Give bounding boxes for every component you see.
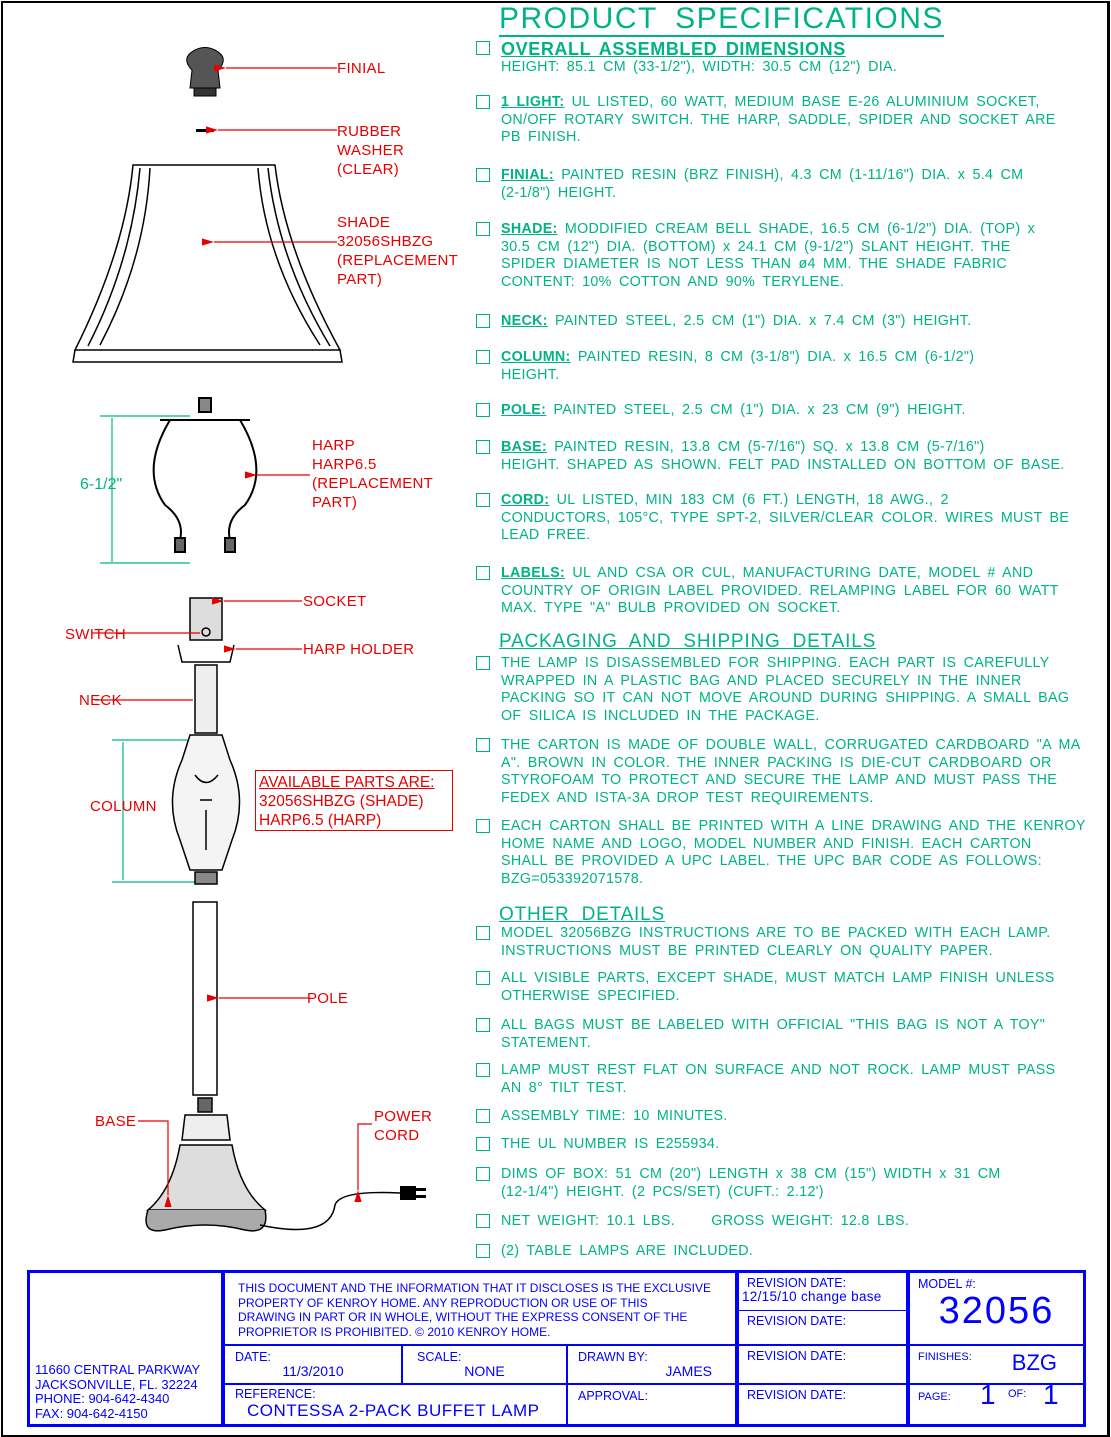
approval-label: APPROVAL: (578, 1389, 648, 1403)
drawn-by-value: JAMES (665, 1363, 712, 1379)
other-item (476, 1108, 1106, 1126)
packaging-item (476, 737, 1106, 807)
other-text: ALL VISIBLE PARTS, EXCEPT SHADE, MUST MATCH LAMP FINISH UNLESS OTHERWISE SPECIFIED. (501, 970, 1055, 1004)
title-block (27, 1270, 1086, 1427)
available-part: HARP6.5 (HARP) (259, 812, 382, 829)
model-cell (910, 1273, 1083, 1346)
address-line: JACKSONVILLE, FL. 32224 (35, 1376, 198, 1392)
other-item (476, 1136, 1106, 1154)
checkbox[interactable] (476, 350, 490, 364)
checkbox[interactable] (476, 493, 490, 507)
callout-base: BASE (95, 1113, 137, 1130)
spec-label: LABELS: (501, 565, 566, 581)
checkbox[interactable] (476, 222, 490, 236)
approval-cell (568, 1385, 738, 1424)
spec-label: FINIAL: (501, 167, 554, 183)
available-parts-box (255, 770, 453, 831)
spec-label: BASE: (501, 439, 547, 455)
revision-row (739, 1346, 906, 1385)
date-value: 11/3/2010 (282, 1363, 344, 1379)
spec-text: UL LISTED, 60 WATT, MEDIUM BASE E-26 ALUMINIUM SOCKET, ON/OFF ROTARY SWITCH. THE HARP, SADDLE, SPIDER AND SOCKET ARE PB FINISH. (501, 94, 1056, 146)
spec-item (476, 40, 1106, 77)
spec-item (476, 94, 1106, 147)
model-number: 32056 (938, 1290, 1055, 1332)
other-text: LAMP MUST REST FLAT ON SURFACE AND NOT ROCK. LAMP MUST PASS AN 8° TILT TEST. (501, 1062, 1056, 1096)
page-number: 1 (980, 1379, 996, 1410)
scale-cell (403, 1346, 568, 1385)
spec-text: PAINTED RESIN, 13.8 CM (5-7/16") SQ. x 13.8 CM (5-7/16") HEIGHT. SHAPED AS SHOWN. FELT PAD INSTALLED ON BOTTOM OF BASE. (501, 439, 1065, 473)
spec-text: PAINTED RESIN (BRZ FINISH), 4.3 CM (1-11/16") DIA. x 5.4 CM (2-1/8") HEIGHT. (501, 167, 1024, 201)
other-text: NET WEIGHT: 10.1 LBS. GROSS WEIGHT: 12.8 LBS. (501, 1213, 910, 1229)
checkbox[interactable] (476, 95, 490, 109)
other-text: ASSEMBLY TIME: 10 MINUTES. (501, 1108, 728, 1124)
callout-finial: FINIAL (337, 60, 386, 77)
available-parts-heading: AVAILABLE PARTS ARE: (259, 774, 435, 791)
of-label: OF: (1008, 1388, 1027, 1400)
spec-text: PAINTED STEEL, 2.5 CM (1") DIA. x 23 CM (9") HEIGHT. (546, 402, 966, 418)
spec-label: 1 LIGHT: (501, 94, 565, 110)
other-details-heading: OTHER DETAILS (499, 904, 665, 925)
checkbox[interactable] (476, 1167, 490, 1181)
finial-icon (187, 48, 224, 97)
available-part: 32056SHBZG (SHADE) (259, 793, 424, 810)
spec-text: UL AND CSA OR CUL, MANUFACTURING DATE, MODEL # AND COUNTRY OF ORIGIN LABEL PROVIDED. RELAMPING LABEL FOR 60 WATT MAX. TYPE "A" BULB PROVIDED ON SOCKET. (501, 565, 1059, 617)
checkbox[interactable] (476, 41, 490, 55)
packaging-item (476, 655, 1106, 725)
spec-text: MODDIFIED CREAM BELL SHADE, 16.5 CM (6-1/2") DIA. (TOP) x 30.5 CM (12") DIA. (BOTTOM) x 24.1 CM (9-1/2") SLANT HEIGHT. THE SPIDER DIAMETER IS NOT LESS THAN ø4 MM. THE SHADE FABRIC CONTENT: 10% COTTON AND 90% TERYLENE. (501, 221, 1036, 290)
checkbox[interactable] (476, 1137, 490, 1151)
revision-label: REVISION DATE: (747, 1349, 847, 1363)
date-label: DATE: (235, 1350, 271, 1364)
checkbox[interactable] (476, 566, 490, 580)
spec-item (476, 492, 1106, 545)
spec-label: SHADE: (501, 221, 558, 237)
page-cell (910, 1379, 1083, 1424)
reference-cell (225, 1385, 568, 1424)
spec-label: CORD: (501, 492, 550, 508)
other-item (476, 1062, 1106, 1097)
spec-label: POLE: (501, 402, 547, 418)
callout-power-cord: POWER CORD (374, 1108, 433, 1144)
other-item (476, 1166, 1106, 1201)
callout-shade: SHADE 32056SHBZG (REPLACEMENT PART) (337, 214, 459, 288)
model-label: MODEL #: (918, 1277, 976, 1291)
revision-label: REVISION DATE: (747, 1388, 847, 1402)
revision-column (735, 1273, 910, 1424)
address-line: 11660 CENTRAL PARKWAY (35, 1362, 201, 1377)
other-item (476, 1243, 1106, 1261)
revision-label: REVISION DATE: (747, 1314, 847, 1328)
spec-label: COLUMN: (501, 349, 571, 365)
finishes-label: FINISHES: (918, 1351, 972, 1363)
packaging-item (476, 818, 1106, 888)
reference-label: REFERENCE: (235, 1387, 316, 1401)
callout-harp: HARP HARP6.5 (REPLACEMENT PART) (312, 437, 434, 511)
revision-row (739, 1273, 906, 1311)
other-item (476, 970, 1106, 1005)
spec-item (476, 565, 1106, 618)
callout-socket: SOCKET (303, 593, 367, 610)
other-text: ALL BAGS MUST BE LABELED WITH OFFICIAL "THIS BAG IS NOT A TOY" STATEMENT. (501, 1017, 1046, 1051)
spec-item (476, 167, 1106, 202)
harp-dimension: 6-1/2" (80, 476, 123, 493)
spec-text: HEIGHT: 85.1 CM (33-1/2"), WIDTH: 30.5 CM (12") DIA. (501, 59, 898, 75)
scale-label: SCALE: (417, 1350, 462, 1364)
callout-harp-holder: HARP HOLDER (303, 641, 415, 658)
checkbox[interactable] (476, 1244, 490, 1258)
power-cord-icon (260, 1193, 400, 1230)
checkbox[interactable] (476, 819, 490, 833)
lamp-body-icon (146, 598, 266, 1231)
address-line: FAX: 904-642-4150 (35, 1405, 148, 1421)
callout-rubber-washer: RUBBER WASHER (CLEAR) (337, 123, 405, 178)
packaging-heading: PACKAGING AND SHIPPING DETAILS (499, 631, 877, 652)
leader-lines (214, 68, 337, 998)
spec-label: NECK: (501, 313, 548, 329)
drawn-by-cell (568, 1346, 738, 1385)
other-item (476, 1017, 1106, 1052)
revision-note: 12/15/10 change base (742, 1289, 882, 1304)
finish-value: BZG (1011, 1350, 1057, 1375)
revision-label: REVISION DATE: (747, 1276, 847, 1290)
checkbox[interactable] (476, 403, 490, 417)
plug-icon (400, 1186, 426, 1200)
spec-text: PAINTED STEEL, 2.5 CM (1") DIA. x 7.4 CM (3") HEIGHT. (547, 313, 972, 329)
checkbox[interactable] (476, 1214, 490, 1228)
packaging-text: THE CARTON IS MADE OF DOUBLE WALL, CORRUGATED CARDBOARD "A MA A". BROWN IN COLOR. THE INNER PACKING IS DIE-CUT CARDBOARD OR STYROFOAM TO PROTECT AND SECURE THE LAMP AND MUST PASS THE FEDEX AND ISTA-3A DROP TEST REQUIREMENTS. (501, 737, 1081, 806)
drawn-by-label: DRAWN BY: (578, 1350, 648, 1364)
checkbox[interactable] (476, 1063, 490, 1077)
other-text: THE UL NUMBER IS E255934. (501, 1136, 720, 1152)
checkbox[interactable] (476, 971, 490, 985)
address-cell (30, 1273, 225, 1424)
checkbox[interactable] (476, 738, 490, 752)
other-text: DIMS OF BOX: 51 CM (20") LENGTH x 38 CM (15") WIDTH x 31 CM (12-1/4") HEIGHT. (2 PCS/SET) (CUFT.: 2.12') (501, 1166, 1001, 1200)
spec-item (476, 313, 1106, 331)
checkbox[interactable] (476, 1109, 490, 1123)
spec-item (476, 221, 1106, 291)
other-item (476, 925, 1106, 960)
spec-text: UL LISTED, MIN 183 CM (6 FT.) LENGTH, 18 AWG., 2 CONDUCTORS, 105°C, TYPE SPT-2, SILVER/CLEAR COLOR. WIRES MUST BE LEAD FREE. (501, 492, 1070, 544)
washer-icon (196, 129, 214, 132)
spec-item (476, 402, 1106, 420)
callout-column: COLUMN (90, 798, 157, 815)
packaging-text: THE LAMP IS DISASSEMBLED FOR SHIPPING. EACH PART IS CAREFULLY WRAPPED IN A PLASTIC BAG AND PLACED SECURELY IN THE INNER PACKING SO IT CAN NOT MOVE AROUND DURING SHIPPING. A SMALL BAG OF SILICA IS INCLUDED IN THE PACKAGE. (501, 655, 1070, 724)
proprietary-notice: THIS DOCUMENT AND THE INFORMATION THAT IT DISCLOSES IS THE EXCLUSIVE PROPERTY OF KENROY HOME. ANY REPRODUCTION OR USE OF THIS DRAWING IN PART OR IN WHOLE, WITHOUT THE EXPRESS CONSENT OF THE PROPRIETOR IS PROHIBITED. © 2010 KENROY HOME. (225, 1273, 738, 1346)
address-line: PHONE: 904-642-4340 (35, 1391, 170, 1406)
checkbox[interactable] (476, 656, 490, 670)
callout-pole: POLE (307, 990, 349, 1007)
other-item (476, 1213, 1106, 1231)
callout-switch: SWITCH (65, 626, 126, 643)
callout-neck: NECK (79, 692, 122, 709)
spec-item (476, 439, 1106, 474)
checkbox[interactable] (476, 1018, 490, 1032)
scale-value: NONE (464, 1363, 505, 1379)
checkbox[interactable] (476, 168, 490, 182)
checkbox[interactable] (476, 440, 490, 454)
shade-icon (73, 165, 342, 362)
revision-row (739, 1385, 906, 1424)
reference-value: CONTESSA 2-PACK BUFFET LAMP (247, 1401, 540, 1420)
page-title: PRODUCT SPECIFICATIONS (499, 2, 944, 35)
date-cell (225, 1346, 403, 1385)
leader-lines-left (92, 633, 372, 1195)
other-text: MODEL 32056BZG INSTRUCTIONS ARE TO BE PACKED WITH EACH LAMP. INSTRUCTIONS MUST BE PRINTED CLEARLY ON QUALITY PAPER. (501, 925, 1051, 959)
harp-icon (154, 398, 257, 552)
page-label: PAGE: (918, 1391, 951, 1403)
checkbox[interactable] (476, 926, 490, 940)
other-text: (2) TABLE LAMPS ARE INCLUDED. (501, 1243, 754, 1259)
packaging-text: EACH CARTON SHALL BE PRINTED WITH A LINE DRAWING AND THE KENROY HOME NAME AND LOGO, MODEL NUMBER AND FINISH. EACH CARTON SHALL BE PROVIDED A UPC LABEL. THE UPC BAR CODE AS FOLLOWS: BZG=053392071578. (501, 818, 1086, 887)
spec-item (476, 349, 1106, 384)
spec-heading: OVERALL ASSEMBLED DIMENSIONS (501, 39, 846, 59)
page-total: 1 (1043, 1379, 1059, 1410)
checkbox[interactable] (476, 314, 490, 328)
revision-row (739, 1311, 906, 1346)
spec-text: PAINTED RESIN, 8 CM (3-1/8") DIA. x 16.5 CM (6-1/2") HEIGHT. (501, 349, 975, 383)
